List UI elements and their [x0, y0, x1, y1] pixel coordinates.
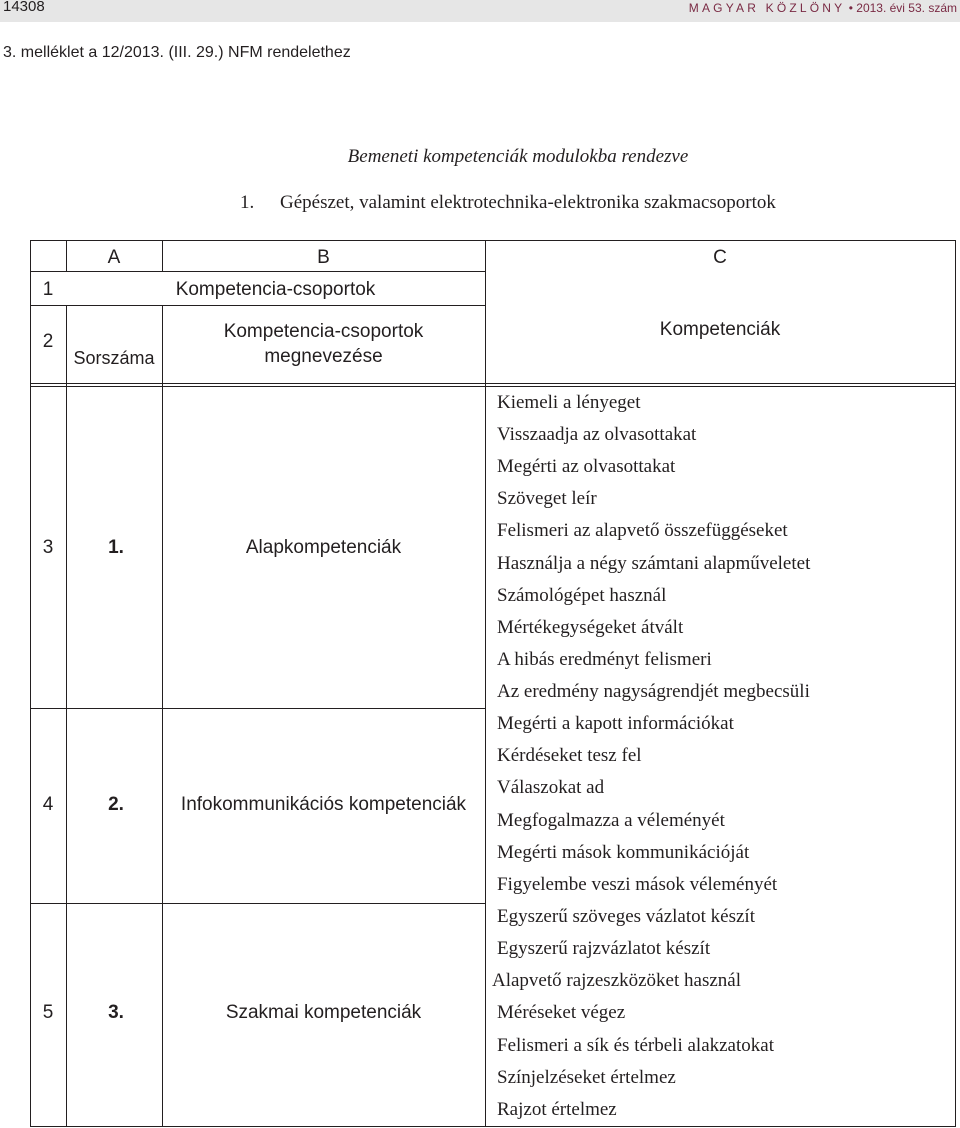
competency-item: Kiemeli a lényeget	[497, 392, 641, 413]
competency-item: Figyelembe veszi mások véleményét	[497, 874, 778, 895]
competency-item: Szöveget leír	[497, 488, 597, 509]
table-rule	[30, 708, 485, 709]
journal-name: MAGYAR KÖZLÖNY	[688, 1, 846, 15]
table-border-left	[30, 240, 31, 1127]
competency-item: Az eredmény nagyságrendjét megbecsüli	[497, 681, 810, 702]
competency-item: Megérti a kapott információkat	[497, 713, 734, 734]
column-a-heading: Sorszáma	[73, 348, 155, 368]
row-number-4: 4	[42, 794, 54, 815]
competency-item: A hibás eredményt felismeri	[497, 649, 712, 670]
issue-label: 2013. évi 53. szám	[856, 1, 957, 15]
competency-item: Válaszokat ad	[497, 777, 605, 798]
table-rule	[30, 903, 485, 904]
competency-item: Megérti mások kommunikációját	[497, 842, 750, 863]
journal-issue	[689, 1, 957, 15]
competency-item: Visszaadja az olvasottakat	[497, 424, 697, 445]
page-number: 14308	[3, 0, 45, 15]
column-b-heading-line2: megnevezése	[264, 346, 383, 367]
group-name: Alapkompetenciák	[245, 537, 402, 558]
row-number-2: 2	[42, 331, 54, 352]
row-number-3: 3	[42, 537, 54, 558]
competency-item: Megfogalmazza a véleményét	[497, 810, 725, 831]
table-border-top	[30, 240, 955, 241]
table-rule	[30, 305, 485, 306]
competency-item: Egyszerű rajzvázlatot készít	[497, 938, 711, 959]
competency-item: Felismeri a sík és térbeli alakzatokat	[497, 1035, 774, 1056]
competency-item: Színjelzéseket értelmez	[497, 1067, 676, 1088]
table-rule	[30, 383, 955, 384]
table-rule	[485, 240, 486, 1127]
competency-item: Egyszerű szöveges vázlatot készít	[497, 906, 755, 927]
annex-reference: 3. melléklet a 12/2013. (III. 29.) NFM rendelethez	[3, 44, 351, 61]
column-b-heading-line1: Kompetencia-csoportok	[223, 321, 424, 342]
group-name: Szakmai kompetenciák	[225, 1002, 422, 1023]
competency-item: Alapvető rajzeszközöket használ	[492, 970, 741, 991]
column-letter-c: C	[713, 247, 727, 268]
row1-label: Kompetencia-csoportok	[175, 279, 376, 300]
page-header	[0, 0, 960, 22]
document-title: Bemeneti kompetenciák modulokba rendezve	[347, 146, 689, 167]
table-border-bottom	[30, 1126, 955, 1127]
document-subtitle	[240, 192, 776, 214]
row-number-5: 5	[42, 1002, 54, 1023]
column-letter-a: A	[107, 247, 121, 268]
subtitle-number: 1.	[240, 192, 255, 213]
competency-item: Rajzot értelmez	[497, 1099, 617, 1120]
group-name: Infokommunikációs kompetenciák	[180, 794, 467, 815]
table-rule	[30, 386, 955, 387]
group-ordinal: 3.	[108, 1002, 124, 1023]
column-c-heading: Kompetenciák	[659, 319, 781, 340]
competency-item: Megérti az olvasottakat	[497, 456, 676, 477]
column-letter-b: B	[317, 247, 330, 268]
competency-item: Méréseket végez	[497, 1002, 626, 1023]
competency-item: Használja a négy számtani alapműveletet	[497, 553, 811, 574]
group-ordinal: 1.	[108, 537, 124, 558]
subtitle-text: Gépészet, valamint elektrotechnika-elektronika szakmacsoportok	[280, 192, 776, 213]
group-ordinal: 2.	[108, 794, 124, 815]
table-border-right	[955, 240, 956, 1127]
table-rule	[66, 305, 67, 1127]
table-rule	[30, 271, 485, 272]
competency-item: Számológépet használ	[497, 585, 667, 606]
header-bullet: •	[848, 1, 853, 15]
competency-item: Felismeri az alapvető összefüggéseket	[497, 520, 788, 541]
competency-item: Mértékegységeket átvált	[497, 617, 684, 638]
row-number-1: 1	[42, 279, 54, 300]
competency-item: Kérdéseket tesz fel	[497, 745, 642, 766]
